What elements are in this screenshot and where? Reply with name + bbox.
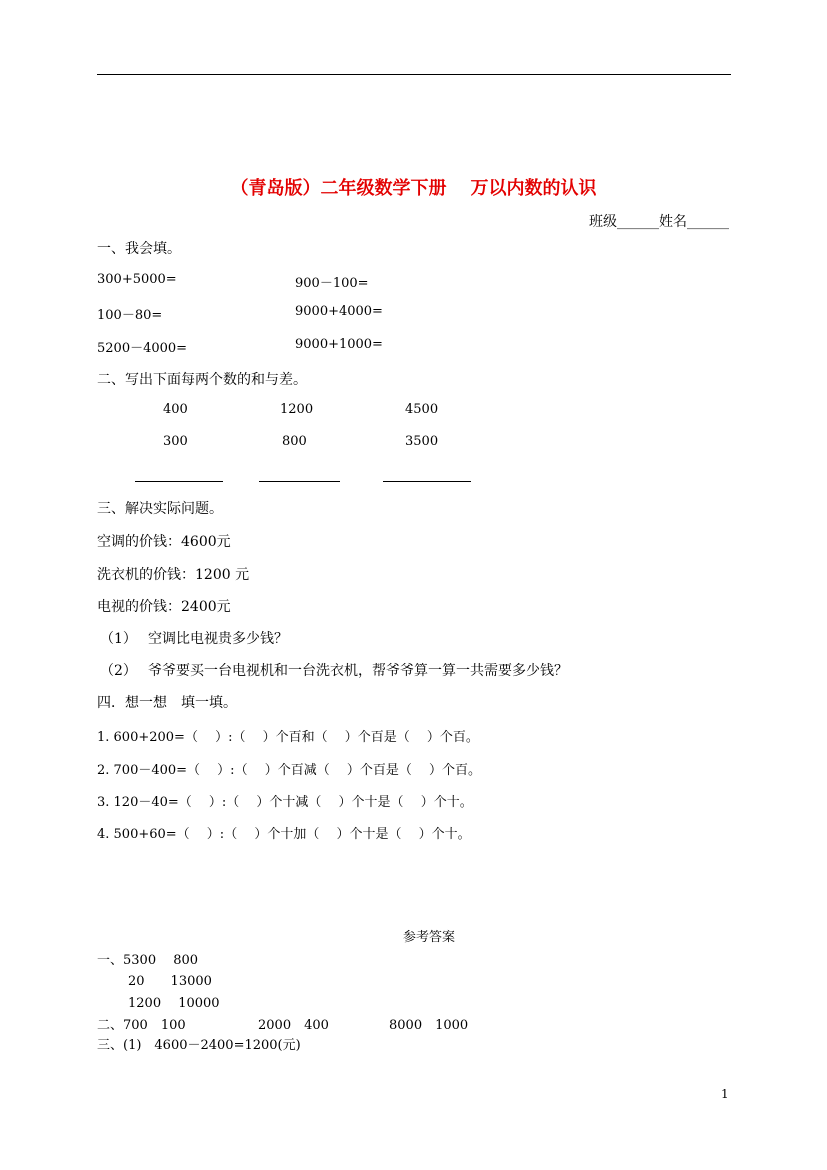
s1-item-1: 300+5000=	[97, 272, 177, 287]
price-aircon: 空调的价钱：4600元	[97, 534, 231, 550]
section2-heading: 二、写出下面每两个数的和与差。	[97, 372, 307, 388]
s2-r1-c3: 4500	[405, 402, 439, 417]
title-part-2: 万以内数的认识	[470, 178, 597, 199]
answer-line-3: 1200 10000	[128, 996, 220, 1011]
section4-heading: 四．想一想 填一填。	[97, 695, 237, 711]
price-tv: 电视的价钱：2400元	[97, 599, 231, 615]
title-part-1: （青岛版）二年级数学下册	[230, 178, 447, 199]
s2-r1-c2: 1200	[280, 402, 314, 417]
answer-line-5: 三、(1) 4600－2400=1200(元)	[97, 1038, 301, 1053]
s1-item-5: 5200－4000=	[97, 341, 188, 356]
price-washer: 洗衣机的价钱：1200 元	[97, 567, 250, 583]
question-2: 爷爷要买一台电视机和一台洗衣机，帮爷爷算一算一共需要多少钱？	[148, 663, 568, 679]
question-1-number: （1）	[100, 631, 137, 647]
s2-r2-c2: 800	[282, 434, 307, 449]
answer-blank-3	[383, 481, 471, 482]
document-title	[0, 174, 827, 200]
s2-r1-c1: 400	[163, 402, 188, 417]
page-number: 1	[721, 1087, 729, 1101]
header-rule	[97, 74, 731, 75]
answer-line-2: 20 13000	[128, 974, 212, 989]
answer-line-4b: 2000 400	[258, 1018, 329, 1033]
section3-heading: 三、解决实际问题。	[97, 501, 223, 517]
s4-item-1: 1. 600+200=（ ）:（ ）个百和（ ）个百是（ ）个百。	[97, 730, 479, 745]
s1-item-2: 900－100=	[295, 276, 369, 291]
answers-heading: 参考答案	[403, 930, 456, 945]
s2-r2-c1: 300	[163, 434, 188, 449]
question-1: 空调比电视贵多少钱？	[148, 631, 288, 647]
s4-item-4: 4. 500+60=（ ）:（ ）个十加（ ）个十是（ ）个十。	[97, 827, 471, 842]
s1-item-6: 9000+1000=	[295, 337, 383, 352]
section1-heading: 一、我会填。	[97, 241, 181, 257]
answer-blank-1	[135, 481, 223, 482]
question-2-number: （2）	[100, 663, 137, 679]
answer-line-1: 一、5300 800	[97, 953, 199, 968]
s1-item-3: 100－80=	[97, 308, 163, 323]
s4-item-3: 3. 120－40=（ ）:（ ）个十减（ ）个十是（ ）个十。	[97, 795, 473, 810]
answer-blank-2	[259, 481, 340, 482]
answer-line-4a: 二、700 100	[97, 1018, 186, 1033]
s1-item-4: 9000+4000=	[295, 304, 383, 319]
s4-item-2: 2. 700－400=（ ）:（ ）个百减（ ）个百是（ ）个百。	[97, 763, 481, 778]
answer-line-4c: 8000 1000	[389, 1018, 469, 1033]
class-name-line: 班级______姓名______	[589, 214, 729, 230]
s2-r2-c3: 3500	[405, 434, 439, 449]
